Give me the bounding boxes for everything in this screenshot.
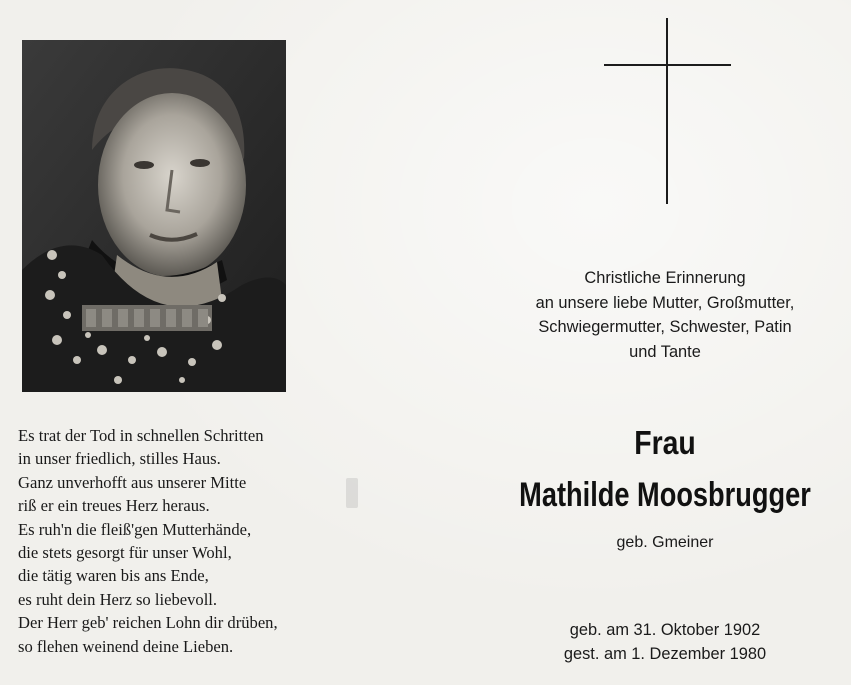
death-date: gest. am 1. Dezember 1980 [563,645,767,663]
intro-line: Schwiegermutter, Schwester, Patin [538,318,792,336]
poem-line: Ganz unverhofft aus unserer Mitte [18,472,247,492]
cross-vertical-bar [666,18,668,204]
poem-line: so flehen weinend deine Lieben. [18,636,234,656]
memorial-poem [18,424,348,658]
poem-line: in unser friedlich, stilles Haus. [18,449,221,469]
deceased-name: Mathilde Moosbrugger [519,476,811,514]
intro-line: an unsere liebe Mutter, Großmutter, [535,293,795,312]
poem-line: die tätig waren bis ans Ende, [18,566,209,586]
poem-line: Es trat der Tod in schnellen Schritten [18,426,264,445]
remembrance-intro [480,266,850,364]
poem-line: Es ruh'n die fleiß'gen Mutterhände, [18,519,252,539]
cross-horizontal-bar [604,64,731,66]
life-dates [480,618,850,666]
print-smudge [346,478,358,508]
maiden-name: geb. Gmeiner [616,534,714,551]
poem-line: es ruht dein Herz so liebevoll. [18,589,218,609]
intro-line: und Tante [629,342,701,361]
poem-line: die stets gesorgt für unser Wohl, [18,543,232,563]
poem-line: Der Herr geb' reichen Lohn dir drüben, [18,613,278,633]
intro-line: Christliche Erinnerung [584,269,746,287]
birth-date: geb. am 31. Oktober 1902 [569,621,761,639]
honorific-title: Frau [634,424,696,461]
poem-line: riß er ein treues Herz heraus. [18,496,210,516]
portrait-photo [22,40,286,392]
